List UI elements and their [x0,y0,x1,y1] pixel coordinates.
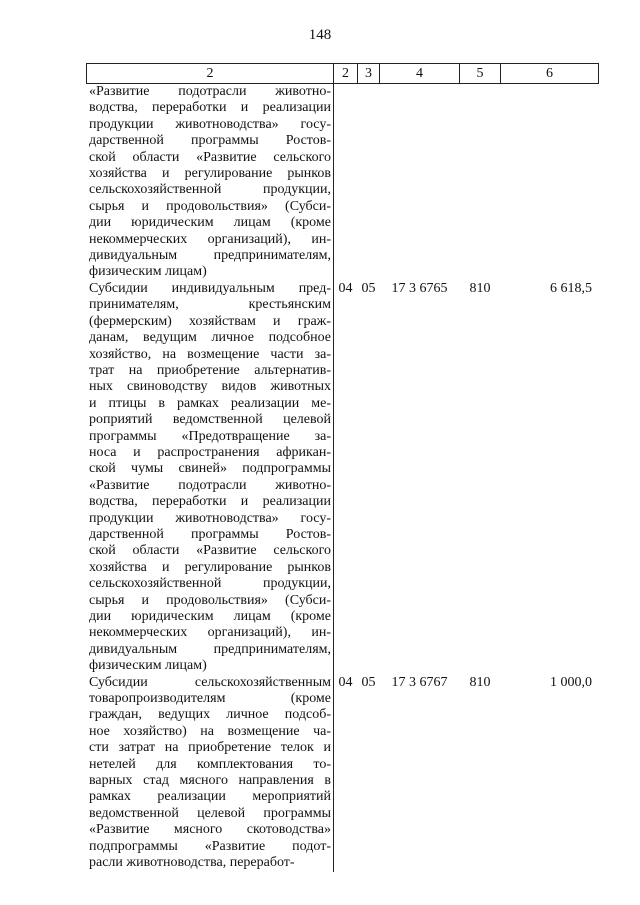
row-section-code [334,84,358,281]
row-subsection-code: 05 [361,280,376,296]
description-line: сти затрат на приобретение телок и [89,740,331,756]
description-line: хозяйства и регулирование рынков [89,559,331,575]
description-line: «Развитие подотрасли животно- [89,84,331,99]
description-line: Субсидии индивидуальным пред- [89,280,331,296]
row-section-code: 04 [338,674,353,690]
row-subsection-code: 05 [361,674,376,690]
row-target-article: 17 3 6767 [391,674,448,690]
description-line: рамках реализации мероприятий [89,789,331,805]
description-line: дарственной программы Ростов- [89,526,331,542]
row-expense-type [460,84,501,281]
description-line: продукции животноводства» госу- [89,510,331,526]
description-line: водства, переработки и реализации [89,494,331,510]
header-col-amount: 6 [501,64,599,84]
description-line: некоммерческих организаций), ин- [89,625,331,641]
header-col-target-article: 4 [380,64,460,84]
description-line: ской чумы свиней» подпрограммы [89,461,331,477]
description-line: сырья и продовольствия» (Субси- [89,198,331,214]
description-line: ных свиноводству видов животных [89,379,331,395]
row-section-code: 04 [338,280,353,296]
row-description [87,675,334,872]
row-description [87,84,334,281]
row-amount: 6 618,5 [550,280,592,296]
description-line: сельскохозяйственной продукции, [89,576,331,592]
description-line: «Развитие подотрасли животно- [89,477,331,493]
description-line: трат на приобретение альтернатив- [89,362,331,378]
description-line: хозяйства и регулирование рынков [89,166,331,182]
description-line: ской области «Развитие сельского [89,149,331,165]
description-line: дарственной программы Ростов- [89,133,331,149]
description-line: дивидуальным предпринимателям, [89,641,331,657]
description-line: носа и распространения африкан- [89,444,331,460]
description-line: нетелей для комплектования то- [89,756,331,772]
description-line: сельскохозяйственной продукции, [89,182,331,198]
description-line: физическим лицам) [89,264,207,280]
header-col-subsection: 3 [358,64,380,84]
description-line: сырья и продовольствия» (Субси- [89,592,331,608]
page-number: 148 [308,27,332,43]
row-target-article [380,84,460,281]
table-row [87,84,599,281]
description-line: некоммерческих организаций), ин- [89,231,331,247]
row-expense-type: 810 [469,280,491,296]
table-row [87,281,599,675]
description-line: «Развитие мясного скотоводства» [89,822,331,838]
row-description [87,281,334,675]
description-line: ное хозяйство) на возмещение ча- [89,723,331,739]
description-line: дивидуальным предпринимателям, [89,248,331,264]
description-line: дии юридическим лицам (кроме [89,215,331,231]
description-line: Субсидии сельскохозяйственным [89,674,331,690]
description-line: ской области «Развитие сельского [89,543,331,559]
header-col-section: 2 [334,64,358,84]
description-line: водства, переработки и реализации [89,100,331,116]
description-line: дии юридическим лицам (кроме [89,609,331,624]
header-col-description: 2 [87,64,334,84]
header-row [87,64,599,84]
description-line: товаропроизводителям (кроме [89,691,331,707]
description-line: продукции животноводства» госу- [89,116,331,132]
budget-table [86,63,599,872]
description-line: варных стад мясного направления в [89,773,331,789]
header-col-expense-type: 5 [460,64,501,84]
description-line: роприятий ведомственной целевой [89,412,331,428]
description-line: подпрограммы «Развитие подот- [89,838,331,854]
row-amount [501,84,599,281]
description-line: данам, ведущим личное подсобное [89,330,331,346]
description-line: (фермерским) хозяйствам и граж- [89,313,331,329]
description-line: расли животноводства, переработ- [89,855,295,871]
row-expense-type: 810 [469,674,491,690]
row-subsection-code [358,84,380,281]
row-amount: 1 000,0 [550,674,592,690]
description-line: ведомственной целевой программы [89,805,331,821]
description-line: программы «Предотвращение за- [89,428,331,444]
description-line: хозяйство, на возмещение части за- [89,346,331,362]
description-line: и птицы в рамках реализации ме- [89,395,331,411]
description-line: граждан, ведущих личное подсоб- [89,707,331,723]
row-target-article: 17 3 6765 [391,280,448,296]
table-row [87,675,599,872]
description-line: физическим лицам) [89,658,207,674]
description-line: принимателям, крестьянским [89,297,331,313]
